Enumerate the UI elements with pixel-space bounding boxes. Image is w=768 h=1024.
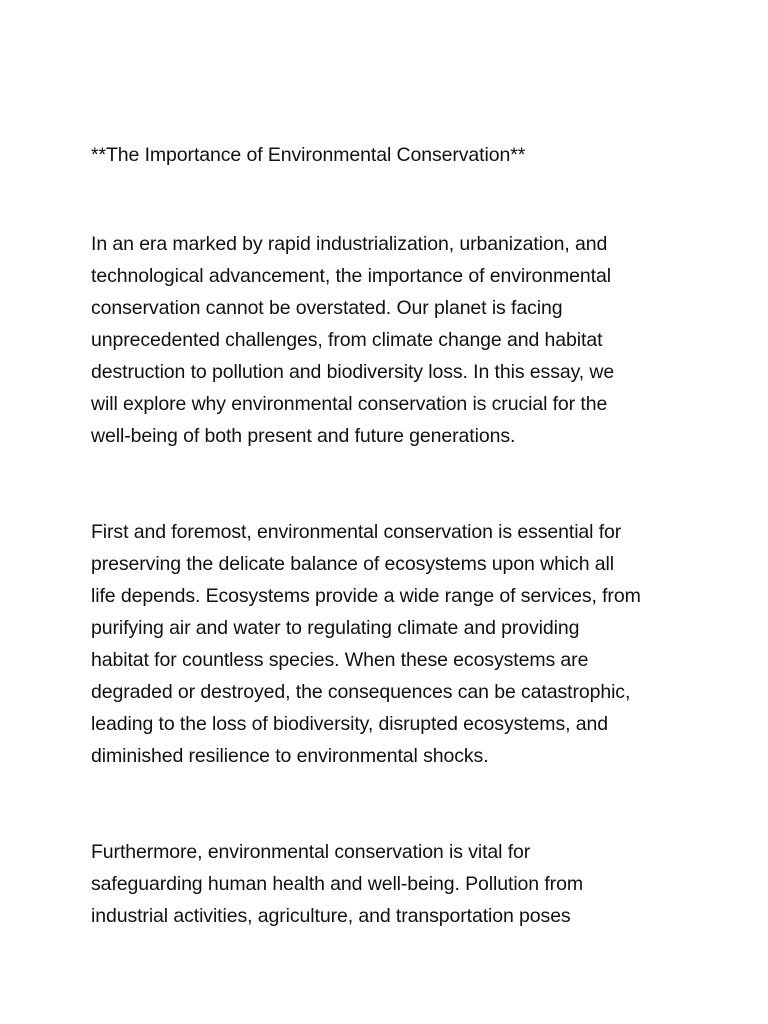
text-line: diminished resilience to environmental shocks.	[91, 745, 489, 767]
paragraph-introduction	[91, 228, 691, 452]
text-line: technological advancement, the importance of environmental	[91, 265, 611, 287]
text-line: habitat for countless species. When these ecosystems are	[91, 649, 589, 671]
text-line: degraded or destroyed, the consequences can be catastrophic,	[91, 681, 631, 703]
text-line: well-being of both present and future generations.	[91, 425, 516, 447]
text-line: preserving the delicate balance of ecosystems upon which all	[91, 553, 614, 575]
text-line: First and foremost, environmental conservation is essential for	[91, 521, 622, 543]
text-line: will explore why environmental conservation is crucial for the	[91, 393, 608, 415]
paragraph-human-health	[91, 836, 691, 932]
text-line: conservation cannot be overstated. Our planet is facing	[91, 297, 563, 319]
text-line: unprecedented challenges, from climate change and habitat	[91, 329, 603, 351]
text-line: purifying air and water to regulating climate and providing	[91, 617, 580, 639]
text-line: leading to the loss of biodiversity, disrupted ecosystems, and	[91, 713, 608, 735]
text-line: destruction to pollution and biodiversity loss. In this essay, we	[91, 361, 615, 383]
paragraph-ecosystems	[91, 516, 691, 772]
text-line: Furthermore, environmental conservation is vital for	[91, 841, 531, 863]
text-line: industrial activities, agriculture, and transportation poses	[91, 905, 571, 927]
document-title	[91, 139, 691, 171]
title-line: **The Importance of Environmental Conservation**	[91, 144, 526, 166]
text-line: In an era marked by rapid industrialization, urbanization, and	[91, 233, 608, 255]
text-line: safeguarding human health and well-being. Pollution from	[91, 873, 583, 895]
text-line: life depends. Ecosystems provide a wide range of services, from	[91, 585, 641, 607]
